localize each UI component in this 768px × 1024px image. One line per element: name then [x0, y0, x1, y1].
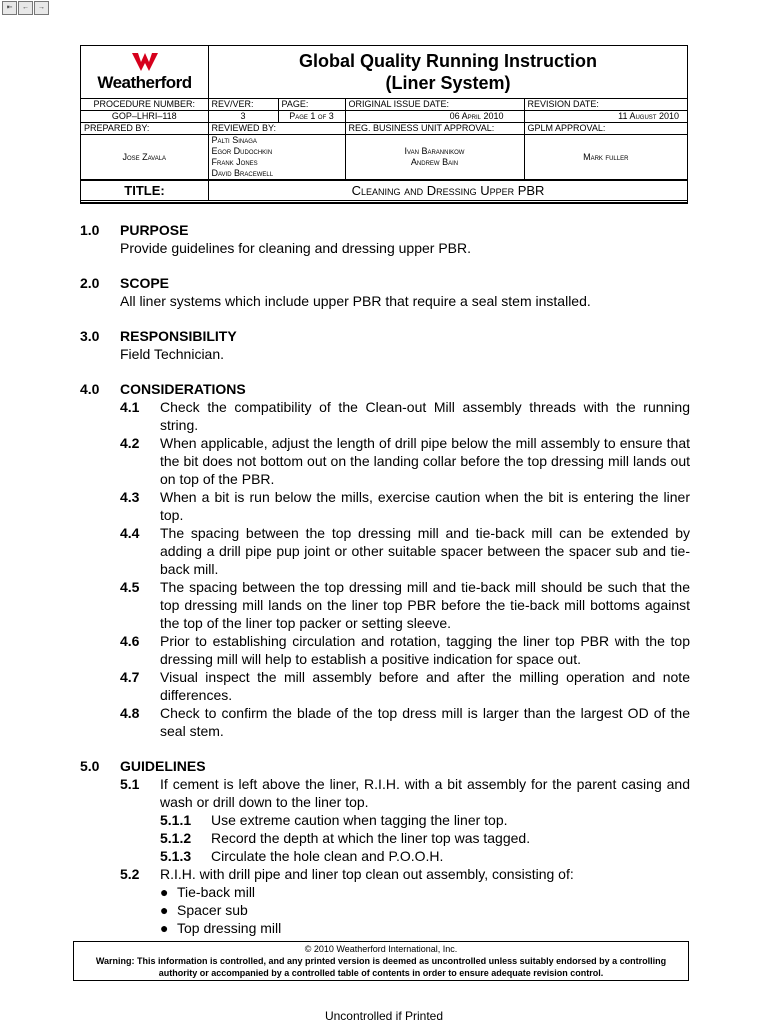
sub-item-number: 5.1.3: [160, 848, 192, 864]
item-text: The spacing between the top dressing mill and tie-back mill should be such that the top dressing mill lands on the liner top PBR before the tie-back mill bottoms against the top of the liner top packer or setting sleeve.: [160, 579, 690, 631]
revision-date: 11 August 2010: [524, 111, 687, 123]
label-rev-ver: REV/VER:: [208, 99, 278, 111]
section-heading: RESPONSIBILITY: [120, 328, 237, 344]
item-number: 4.1: [120, 399, 140, 415]
original-issue-date: 06 April 2010: [345, 111, 524, 123]
bullet-item: [80, 919, 690, 937]
section-text: Provide guidelines for cleaning and dressing upper PBR.: [120, 240, 471, 256]
bullet-item: [80, 883, 690, 901]
list-item: [80, 434, 690, 488]
bullet-icon: ●: [160, 884, 169, 900]
section-number: 3.0: [80, 328, 100, 344]
list-item: [80, 488, 690, 524]
document-title-value: Cleaning and Dressing Upper PBR: [351, 183, 545, 198]
list-item: [80, 632, 690, 668]
item-text: When a bit is run below the mills, exercise caution when the bit is entering the liner top.: [160, 489, 690, 523]
item-number: 4.2: [120, 435, 140, 451]
sub-item-text: Circulate the hole clean and P.O.O.H.: [211, 848, 444, 864]
doc-title-line2: (Liner System): [385, 73, 511, 93]
item-text: Check the compatibility of the Clean-out Mill assembly threads with the running string.: [160, 399, 690, 433]
weatherford-mark-icon: [131, 52, 159, 72]
sub-item-number: 5.1.1: [160, 812, 192, 828]
sub-item-text: Use extreme caution when tagging the liner top.: [211, 812, 508, 828]
prev-page-icon[interactable]: ←: [18, 1, 33, 15]
section-text: All liner systems which include upper PBR that require a seal stem installed.: [120, 293, 591, 309]
item-text: Visual inspect the mill assembly before and after the milling operation and note differences.: [160, 669, 690, 703]
label-reviewed-by: REVIEWED BY:: [208, 123, 345, 135]
bullet-text: Spacer sub: [177, 902, 248, 918]
document-header: [80, 45, 688, 204]
sub-item: [80, 811, 690, 829]
bullet-text: Tie-back mill: [177, 884, 256, 900]
label-prepared-by: PREPARED BY:: [81, 123, 208, 135]
company-logo: [81, 46, 209, 98]
item-number: 5.2: [120, 866, 140, 882]
procedure-info-table: [81, 99, 687, 180]
sub-item-text: Record the depth at which the liner top was tagged.: [211, 830, 531, 846]
sub-item: [80, 829, 690, 847]
label-original-issue-date: ORIGINAL ISSUE DATE:: [345, 99, 524, 111]
item-number: 4.3: [120, 489, 140, 505]
item-text: R.I.H. with drill pipe and liner top clean out assembly, consisting of:: [160, 866, 574, 882]
list-item: [80, 524, 690, 578]
item-number: 4.6: [120, 633, 140, 649]
label-page: PAGE:: [278, 99, 345, 111]
item-number: 4.4: [120, 525, 140, 541]
section-purpose: [80, 221, 690, 257]
section-heading: GUIDELINES: [120, 758, 206, 774]
label-reg-approval: REG. BUSINESS UNIT APPROVAL:: [345, 123, 524, 135]
first-page-icon[interactable]: ⇤: [2, 1, 17, 15]
label-gplm-approval: GPLM APPROVAL:: [524, 123, 687, 135]
section-heading: CONSIDERATIONS: [120, 381, 246, 397]
list-item: [80, 578, 690, 632]
section-guidelines: [80, 757, 690, 937]
page-nav-toolbar: [2, 1, 49, 15]
list-item: [80, 704, 690, 740]
reviewer-name: Egor Dudochkin: [211, 146, 273, 156]
reviewer-name: Palti Sinaga: [211, 135, 257, 145]
section-number: 4.0: [80, 381, 100, 397]
item-text: Check to confirm the blade of the top dress mill is larger than the largest OD of the seal stem.: [160, 705, 690, 739]
section-number: 2.0: [80, 275, 100, 291]
approver-name: Ivan Barannikow: [404, 146, 465, 156]
reg-approval-list: [345, 135, 524, 180]
gplm-approval: Mark fuller: [524, 135, 687, 180]
warning-text: Warning: This information is controlled, and any printed version is deemed as uncontrolled unless suitably endorsed by a controlling authority or accompanied by a controlled table of contents in order to ensure adequate revision control.: [95, 956, 667, 978]
procedure-number: GOP–LHRI–118: [81, 111, 208, 123]
bullet-text: Top dressing mill: [177, 920, 282, 936]
approver-name: Andrew Bain: [410, 157, 459, 167]
copyright-text: © 2010 Weatherford International, Inc.: [304, 944, 458, 954]
item-text: When applicable, adjust the length of drill pipe below the mill assembly to ensure that the bit does not bottom out on the landing collar before the top dressing mill lands out on top of the PBR.: [160, 435, 690, 487]
sub-item-number: 5.1.2: [160, 830, 192, 846]
item-number: 4.8: [120, 705, 140, 721]
section-considerations: [80, 380, 690, 740]
page-number: Page 1 of 3: [278, 111, 345, 123]
bullet-icon: ●: [160, 902, 169, 918]
section-number: 1.0: [80, 222, 100, 238]
item-text: Prior to establishing circulation and rotation, tagging the liner top PBR with the top dressing mill will help to establish a positive indication for space out.: [160, 633, 690, 667]
list-item: [80, 398, 690, 434]
uncontrolled-notice: Uncontrolled if Printed: [324, 1009, 444, 1023]
label-title: TITLE:: [81, 181, 209, 200]
item-text: If cement is left above the liner, R.I.H. with a bit assembly for the parent casing and wash or drill down to the liner top.: [160, 776, 690, 810]
bullet-item: [80, 901, 690, 919]
list-item: [80, 865, 690, 883]
item-number: 5.1: [120, 776, 140, 792]
item-number: 4.5: [120, 579, 140, 595]
sub-item: [80, 847, 690, 865]
reviewed-by-list: [208, 135, 345, 180]
document-body: [80, 221, 690, 954]
footer-box: [73, 941, 689, 981]
list-item: [80, 668, 690, 704]
item-text: The spacing between the top dressing mill and tie-back mill can be extended by adding a drill pipe pup joint or other suitable spacer between the spacer sub and tie-back mill.: [160, 525, 690, 577]
section-heading: SCOPE: [120, 275, 170, 291]
reviewer-name: Frank Jones: [211, 157, 258, 167]
next-page-icon[interactable]: →: [34, 1, 49, 15]
item-number: 4.7: [120, 669, 140, 685]
section-responsibility: [80, 327, 690, 363]
section-number: 5.0: [80, 758, 100, 774]
logo-text: Weatherford: [97, 72, 192, 92]
rev-ver: 3: [208, 111, 278, 123]
section-scope: [80, 274, 690, 310]
label-procedure-number: PROCEDURE NUMBER:: [81, 99, 208, 111]
list-item: [80, 775, 690, 811]
label-revision-date: REVISION DATE:: [524, 99, 687, 111]
section-text: Field Technician.: [120, 346, 225, 362]
bullet-icon: ●: [160, 920, 169, 936]
reviewer-name: David Bracewell: [211, 168, 274, 178]
prepared-by: Jose Zavala: [81, 135, 208, 180]
section-heading: PURPOSE: [120, 222, 189, 238]
doc-title-line1: Global Quality Running Instruction: [299, 51, 597, 71]
